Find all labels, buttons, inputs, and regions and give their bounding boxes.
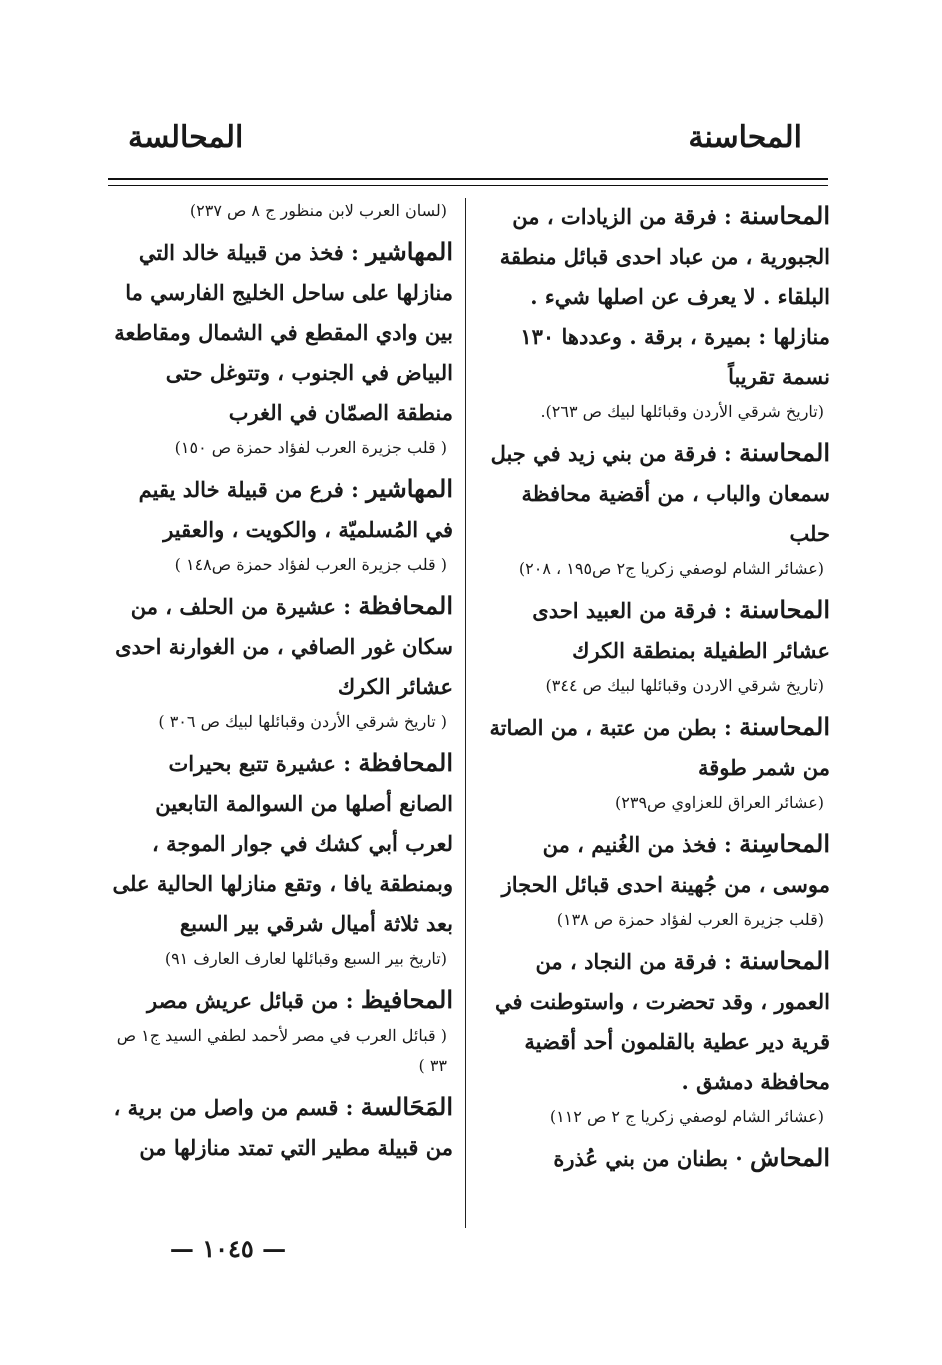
- running-header-right: المحاسنة: [688, 120, 802, 155]
- entry-source: ( تاريخ شرقي الأردن وقبائلها لبيك ص ٣٠٦ ): [158, 712, 447, 731]
- right-column: [485, 196, 830, 1179]
- entry-headword: المحاسنة: [739, 595, 830, 624]
- entry: [108, 1087, 453, 1168]
- entry-source: (تاريخ بير السبع وقبائلها لعارف العارف ٩١): [164, 949, 447, 968]
- entry-source: (تاريخ شرقي الأردن وقبائلها لبيك ص ٢٦٣).: [540, 402, 824, 421]
- entry-source: ( قبائل العرب في مصر لأحمد لطفي السيد ج١ ص ٣٣ ): [116, 1026, 447, 1075]
- entry-text: : فرع من قبيلة خالد يقيم في المُسلميّة ، والكويت ، والعقير: [138, 477, 453, 542]
- page-number: — ١٠٤٥ —: [169, 1234, 287, 1263]
- entry: [108, 232, 453, 463]
- header-rule-thick: [108, 178, 828, 180]
- entry: [485, 1138, 830, 1179]
- column-divider: [465, 198, 466, 1228]
- entry-source: (قلب جزيرة العرب لفؤاد حمزة ص ١٣٨): [556, 910, 824, 929]
- entry: [108, 586, 453, 737]
- entry-text: : بطن من عتبة ، من الصاتة من شمر طوقة: [489, 715, 830, 780]
- entry-headword: المَحَالسة: [360, 1092, 453, 1121]
- left-column: [108, 196, 453, 1168]
- entry-text: : فخذ من الغُنيم ، من موسى ، من جُهينة احدى قبائل الحجاز: [501, 832, 830, 897]
- entry-text: : قسم من واصل من برية ، من قبيلة مطير التي تمتد منازلها من: [113, 1095, 453, 1160]
- entry-source: (عشائر الشام لوصفي زكريا ج٢ ص١٩٥ ، ٢٠٨): [518, 559, 824, 578]
- entry-text: : فرقة من بني زيد في جبل سمعان والباب ، من أقضية محافظة حلب: [490, 441, 830, 546]
- entry: [485, 707, 830, 818]
- entry-text: : فرقة من النجاد ، من العمور ، وقد تحضرت ، واستوطنت في قرية دير عطية بالقلمون أحد أقضية محافظة دمشق .: [494, 949, 830, 1094]
- entry: [485, 824, 830, 935]
- entry-source: (عشائر الشام لوصفي زكريا ج ٢ ص ١١٢): [549, 1107, 824, 1126]
- entry-text: : عشيرة من الحلف ، من سكان غور الصافي ، من الغوارنة احدى عشائر الكرك: [115, 594, 453, 699]
- entry-source: (لسان العرب لابن منظور ج ٨ ص ٢٣٧): [189, 201, 447, 220]
- entry: [108, 196, 453, 226]
- entry-headword: المحاسنة: [739, 946, 830, 975]
- entry-source: ( قلب جزيرة العرب لفؤاد حمزة ص١٤٨ ): [174, 555, 447, 574]
- entry-text: : عشيرة تتبع بحيرات الصانع أصلها من السوالمة التابعين لعرب أبي كشك في جوار الموجة ، وبمنطقة يافا ، وتقع منازلها الحالية على بعد ثلاثة أميال شرقي بير السبع: [112, 751, 453, 936]
- running-header-left: المحالسة: [128, 120, 244, 155]
- entry: [108, 743, 453, 974]
- entry-text: : فخذ من قبيلة خالد التي منازلها على ساحل الخليج الفارسي ما بين وادي المقطع في الشمال ومقاطعة البياض في الجنوب ، وتتوغل حتى منطقة الصمّان في الغرب: [114, 240, 453, 425]
- entry-headword: المحاسِنة: [739, 829, 830, 858]
- entry-headword: المحافيظ: [360, 985, 453, 1014]
- entry: [485, 941, 830, 1132]
- entry-headword: المحافظة: [358, 591, 453, 620]
- entry-text: · بطنان من بني عُذرة: [553, 1146, 743, 1171]
- entry-headword: المحاسنة: [739, 438, 830, 467]
- entry-source: (تاريخ شرقي الاردن وقبائلها لبيك ص ٣٤٤): [545, 676, 824, 695]
- entry-headword: المهاشير: [366, 474, 453, 503]
- entry-source: ( قلب جزيرة العرب لفؤاد حمزة ص ١٥٠): [174, 438, 447, 457]
- entry-text: : فرقة من العبيد احدى عشائر الطفيلة بمنطقة الكرك: [532, 598, 830, 663]
- entry-headword: المحافظة: [358, 748, 453, 777]
- entry-headword: المهاشير: [366, 237, 453, 266]
- entry-headword: المحاش: [750, 1143, 830, 1172]
- entry-headword: المحاسنة: [739, 712, 830, 741]
- entry: [485, 196, 830, 427]
- entry: [108, 469, 453, 580]
- entry-source: (عشائر العراق للعزاوي ص٢٣٩): [615, 793, 824, 812]
- entry-text: : فرقة من الزيادات ، من الجبورية ، من عباد احدى قبائل منطقة البلقاء . لا يعرف عن اصلها شيء . منازلها : بميرة ، برقة . وعددها ١٣٠ نسمة تقريباً: [499, 204, 830, 389]
- entry: [485, 433, 830, 584]
- entry-text: : من قبائل عريش مصر: [146, 988, 354, 1013]
- entry-headword: المحاسنة: [739, 201, 830, 230]
- entry: [485, 590, 830, 701]
- entry: [108, 980, 453, 1081]
- header-rule-thin: [108, 185, 828, 186]
